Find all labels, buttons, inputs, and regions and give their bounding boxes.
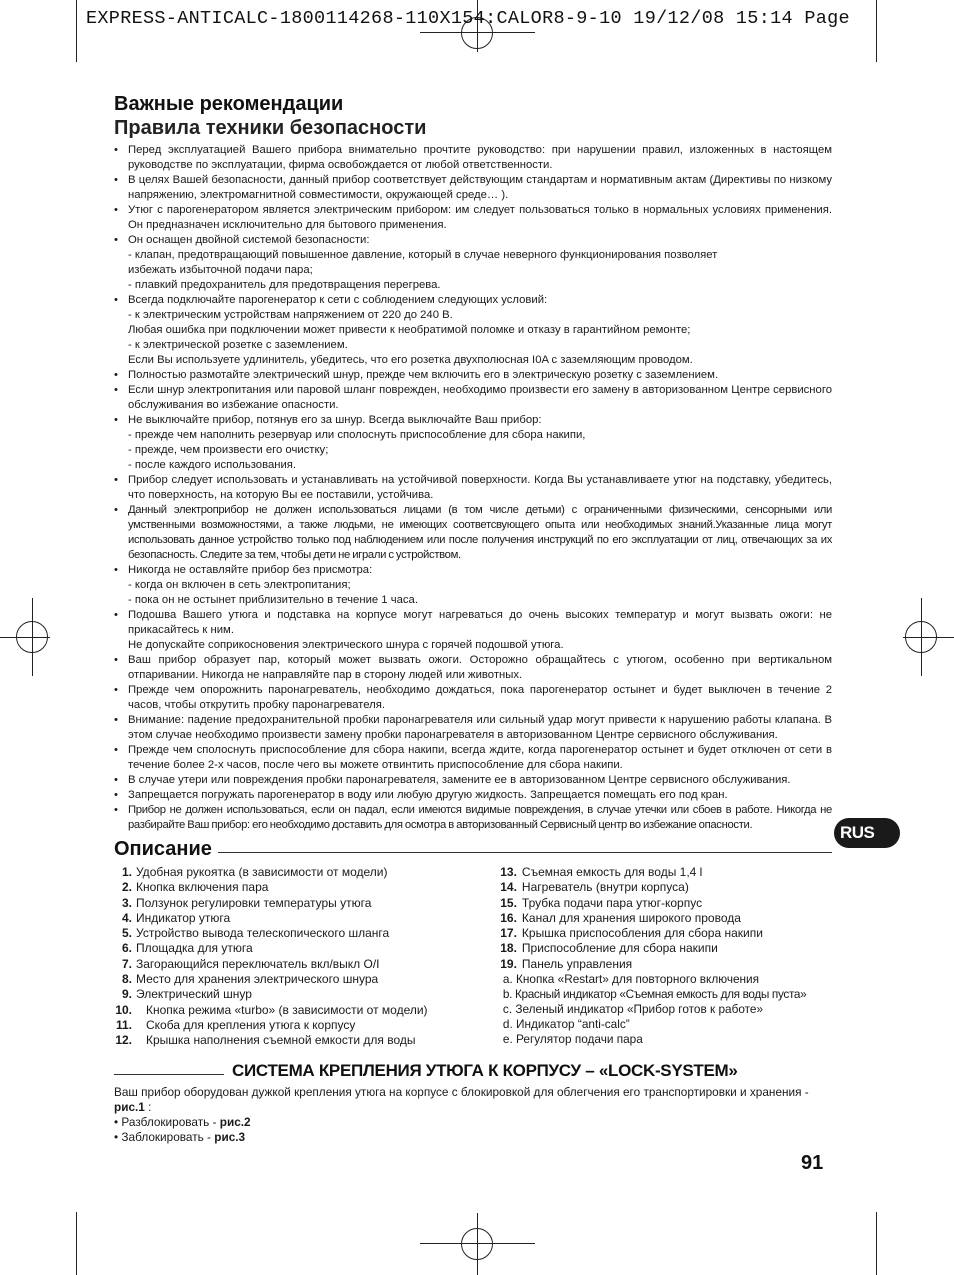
item-number: 13.	[500, 865, 517, 879]
item-label: Индикатор утюга	[136, 910, 231, 925]
panel-sub-item: a. Кнопка «Restart» для повторного включения	[502, 972, 760, 987]
list-item	[114, 788, 832, 803]
rule-text: Подошва Вашего утюга и подставка на корпусе могут нагреваться до очень высоких температур и могут вызвать ожоги: не прикасайтесь к ним. Не допускайте соприкосновения электрического шнура с горячей подошвой утюга.	[128, 609, 832, 651]
section-title-safety: Правила техники безопасности	[114, 117, 427, 139]
item-number: 4.	[121, 910, 132, 925]
item-label: Кнопка режима «turbo» (в зависимости от модели)	[146, 1002, 428, 1017]
list-item	[485, 941, 832, 956]
description-columns	[114, 865, 832, 1049]
print-slug-header: EXPRESS-ANTICALC-1800114268-110X154:CALOR8-9-10 19/12/08 15:14 Page	[86, 8, 850, 29]
lock-colon: :	[144, 1099, 152, 1114]
registration-circle	[461, 1228, 493, 1260]
list-item	[114, 865, 479, 880]
panel-sub-item: d. Индикатор “anti-calc”	[502, 1017, 630, 1032]
crop-mark	[76, 1212, 77, 1275]
bullet-marker: •	[114, 504, 118, 516]
list-item	[114, 683, 832, 713]
list-item	[114, 563, 832, 608]
list-item	[485, 880, 832, 895]
rule-text: Данный электроприбор не должен использоваться лицами (в том числе детьми) с ограниченными физическими, сенсорными или умственными возможностями, а также людьми, не имеющих соответсвующего опыта или необходимых знаний.Указанные лица могут использовать данное устройство только под наблюдением или после получения инструкций по его эксплуатации от лиц, отвечающих за их безопасность. Следите за тем, чтобы дети не играли с устройством.	[128, 504, 832, 561]
item-number: 2.	[121, 880, 132, 895]
list-item	[114, 653, 832, 683]
item-number: 9.	[121, 987, 132, 1002]
item-label: Ползунок регулировки температуры утюга	[136, 895, 372, 910]
item-number: 18.	[500, 941, 517, 956]
item-label: Кнопка включения пара	[136, 880, 269, 895]
bullet-marker: •	[114, 474, 118, 486]
rule-text: Прежде чем сполоснуть приспособление для сбора накипи, всегда ждите, когда парогенератор остынет и будет отключен от сети в течение более 2-х часов, после чего вы можете отвинтить приспособление для сбора накипи.	[128, 744, 832, 771]
rule-text: Утюг с парогенератором является электрическим прибором: им следует пользоваться только в нормальных условиях применения. Он предназначен исключительно для бытового применения.	[128, 204, 832, 231]
rule-text: Если шнур электропитания или паровой шланг поврежден, необходимо произвести его замену в авторизованном Центре сервисного обслуживания во избежание опасности.	[128, 384, 832, 411]
language-badge: RUS	[834, 818, 900, 848]
bullet-marker: •	[114, 564, 118, 576]
list-item	[114, 1115, 832, 1130]
list-item	[485, 911, 832, 926]
rule-text: Ваш прибор образует пар, который может вызвать ожоги. Осторожно обращайтесь с утюгом, особенно при вертикальном отпаривании. Никогда не направляйте пар в сторону людей или животных.	[128, 654, 832, 681]
list-item	[114, 1003, 479, 1018]
heading-rule	[218, 852, 832, 853]
rule-text: В случае утери или повреждения пробки паронагревателя, замените ее в авторизованном Центре сервисного обслуживания.	[128, 774, 791, 786]
item-number: 14.	[500, 880, 517, 895]
list-item	[114, 473, 832, 503]
list-item	[114, 173, 832, 203]
figure-ref: рис.3	[214, 1129, 246, 1144]
item-number: 17.	[500, 926, 517, 941]
rule-text: Всегда подключайте парогенератор к сети с соблюдением следующих условий: - к электрическим устройствам напряжением от 220 до 240 В. Любая ошибка при подключении может привести к необратимой поломке и отказу в гарантийном ремонте; - к электрической розетке с заземлением. Если Вы используете удлинитель, убедитесь, что его розетка двухполюсная I0A с заземляющим проводом.	[128, 294, 693, 366]
list-item	[114, 1033, 479, 1048]
lock-system-heading	[114, 1061, 832, 1081]
bullet-marker: •	[114, 234, 118, 246]
list-item	[114, 972, 479, 987]
crop-mark	[76, 0, 77, 62]
list-item	[114, 926, 479, 941]
item-number: 3.	[121, 895, 132, 910]
item-label: Трубка подачи пара утюг-корпус	[521, 895, 703, 910]
list-item	[114, 896, 479, 911]
panel-sub-item: e. Регулятор подачи пара	[502, 1032, 643, 1047]
item-number: 1.	[121, 865, 132, 879]
safety-rules-list	[114, 143, 832, 833]
list-item	[114, 743, 832, 773]
list-item	[114, 293, 832, 368]
registration-circle	[905, 621, 937, 653]
list-item	[114, 203, 832, 233]
list-item	[114, 803, 832, 833]
item-number: 15.	[500, 895, 517, 910]
page-title: Важные рекомендации	[114, 93, 344, 115]
lock-steps-list	[114, 1115, 832, 1145]
rule-text: Полностью размотайте электрический шнур, прежде чем включить его в электрическую розетку с заземлением.	[128, 369, 719, 381]
item-label: Нагреватель (внутри корпуса)	[521, 880, 689, 895]
list-item	[114, 1018, 479, 1033]
item-label: Устройство вывода телескопического шланга	[136, 926, 390, 941]
figure-ref: рис.1	[114, 1099, 145, 1114]
item-label: Съемная емкость для воды 1,4 l	[521, 865, 703, 879]
list-item	[114, 383, 832, 413]
lock-system-text	[114, 1085, 839, 1115]
section-title-lock-system: СИСТЕМА КРЕПЛЕНИЯ УТЮГА К КОРПУСУ – «LOCK-SYSTEM»	[232, 1060, 738, 1080]
bullet-marker: •	[114, 684, 118, 696]
lock-label: • Заблокировать -	[114, 1129, 215, 1144]
item-label: Площадка для утюга	[136, 941, 253, 956]
bullet-marker: •	[114, 174, 118, 186]
item-number: 12.	[115, 1033, 132, 1048]
item-number: 6.	[121, 941, 132, 956]
list-item	[114, 987, 479, 1002]
list-item	[485, 926, 832, 941]
rule-text: Запрещается погружать парогенератор в воду или любую другую жидкость. Запрещается помещать его под кран.	[128, 789, 728, 801]
list-item	[114, 941, 479, 956]
bullet-marker: •	[114, 384, 118, 396]
list-item	[114, 143, 832, 173]
rule-text: Прибор не должен использоваться, если он падал, если имеются видимые повреждения, в случае утечки или сбоев в работе. Никогда не разбирайте Ваш прибор: его необходимо доставить для осмотра в авторизованный Сервисный центр во избежание опасности.	[128, 804, 832, 831]
item-label: Канал для хранения широкого провода	[521, 910, 741, 925]
item-number: 19.	[500, 956, 517, 971]
lock-system-description: Ваш прибор оборудован дужкой крепления утюга на корпусе с блокировкой для облегчения его транспортировки и хранения -	[114, 1084, 809, 1099]
bullet-marker: •	[114, 414, 118, 426]
item-number: 11.	[115, 1017, 132, 1032]
list-item	[114, 911, 479, 926]
bullet-marker: •	[114, 774, 118, 786]
list-item	[114, 233, 832, 293]
item-label: Электрический шнур	[136, 987, 252, 1002]
bullet-marker: •	[114, 294, 118, 306]
bullet-marker: •	[114, 804, 118, 816]
item-number: 10.	[115, 1002, 132, 1017]
rule-text: Не выключайте прибор, потянув его за шнур. Всегда выключайте Ваш прибор: - прежде чем наполнить резервуар или сполоснуть приспособление для сбора накипи, - прежде, чем произвести его очистку; - после каждого использования.	[128, 414, 586, 471]
list-item	[114, 608, 832, 653]
list-item	[114, 957, 479, 972]
panel-sub-item: c. Зеленый индикатор «Прибор готов к работе»	[502, 1002, 764, 1017]
list-item	[114, 880, 479, 895]
list-item	[114, 713, 832, 743]
item-number: 16.	[500, 910, 517, 925]
item-label: Крышка наполнения съемной емкости для воды	[146, 1033, 416, 1048]
registration-circle	[16, 621, 48, 653]
list-item	[114, 368, 832, 383]
crop-mark	[876, 1212, 877, 1275]
item-label: Панель управления	[521, 956, 633, 971]
bullet-marker: •	[114, 789, 118, 801]
bullet-marker: •	[114, 609, 118, 621]
item-label: Удобная рукоятка (в зависимости от модели)	[136, 865, 388, 879]
description-right-column	[479, 865, 832, 1049]
panel-sub-item: b. Красный индикатор «Съемная емкость для воды пуста»	[502, 987, 807, 1002]
bullet-marker: •	[114, 204, 118, 216]
figure-ref: рис.2	[219, 1114, 251, 1129]
item-number: 5.	[121, 926, 132, 941]
page-content	[114, 92, 832, 1145]
rule-text: Он оснащен двойной системой безопасности: - клапан, предотвращающий повышенное давление, который в случае неверного функционирования позволяет избежать избыточной подачи пара; - плавкий предохранитель для предотвращения перегрева.	[128, 234, 718, 291]
rule-text: Перед эксплуатацией Вашего прибора внимательно прочтите руководство: при нарушении правил, изложенных в настоящем руководстве по эксплуатации, фирма освобождается от любой ответственности.	[128, 144, 832, 171]
bullet-marker: •	[114, 654, 118, 666]
bullet-marker: •	[114, 144, 118, 156]
list-item	[485, 865, 832, 880]
rule-text: Внимание: падение предохранительной пробки паронагревателя или сильный удар могут привести к нарушению работы клапана. В этом случае необходимо произвести замену пробки паронагревателя в авторизованном Центре сервисного обслуживания.	[128, 714, 832, 741]
list-item	[485, 896, 832, 911]
rule-text: Прибор следует использовать и устанавливать на устойчивой поверхности. Когда Вы устанавливаете утюг на подставку, убедитесь, что поверхность, на которую Вы ее поставили, устойчива.	[128, 474, 832, 501]
list-item	[114, 773, 832, 788]
item-number: 7.	[121, 956, 132, 971]
rule-text: В целях Вашей безопасности, данный прибор соответствует действующим стандартам и нормативным актам (Директивы по низкому напряжению, электромагнитной совместимости, окружающей среде… ).	[128, 174, 832, 201]
description-left-column	[114, 865, 479, 1049]
bullet-marker: •	[114, 714, 118, 726]
list-item	[114, 503, 832, 563]
list-item	[114, 413, 832, 473]
rule-text: Прежде чем опорожнить паронагреватель, необходимо дождаться, пока парогенератор остынет и будет выключен в течение 2 часов, чтобы открутить пробку паронагревателя.	[128, 684, 832, 711]
item-label: Место для хранения электрического шнура	[136, 972, 379, 987]
page-number: 91	[801, 1152, 824, 1174]
rule-text: Никогда не оставляйте прибор без присмотра: - когда он включен в сеть электропитания; - пока он не остынет приблизительно в течение 1 часа.	[128, 564, 418, 606]
list-item	[114, 1130, 832, 1145]
item-label: Приспособление для сбора накипи	[521, 941, 718, 956]
unlock-label: • Разблокировать -	[114, 1114, 220, 1129]
section-title-description: Описание	[114, 837, 212, 860]
heading-rule	[114, 1074, 224, 1075]
bullet-marker: •	[114, 744, 118, 756]
item-number: 8.	[121, 972, 132, 987]
item-label: Загорающийся переключатель вкл/выкл O/I	[136, 956, 380, 971]
bullet-marker: •	[114, 369, 118, 381]
list-item	[485, 957, 832, 972]
item-label: Крышка приспособления для сбора накипи	[521, 926, 763, 941]
item-label: Скоба для крепления утюга к корпусу	[146, 1017, 356, 1032]
description-heading	[114, 837, 832, 861]
